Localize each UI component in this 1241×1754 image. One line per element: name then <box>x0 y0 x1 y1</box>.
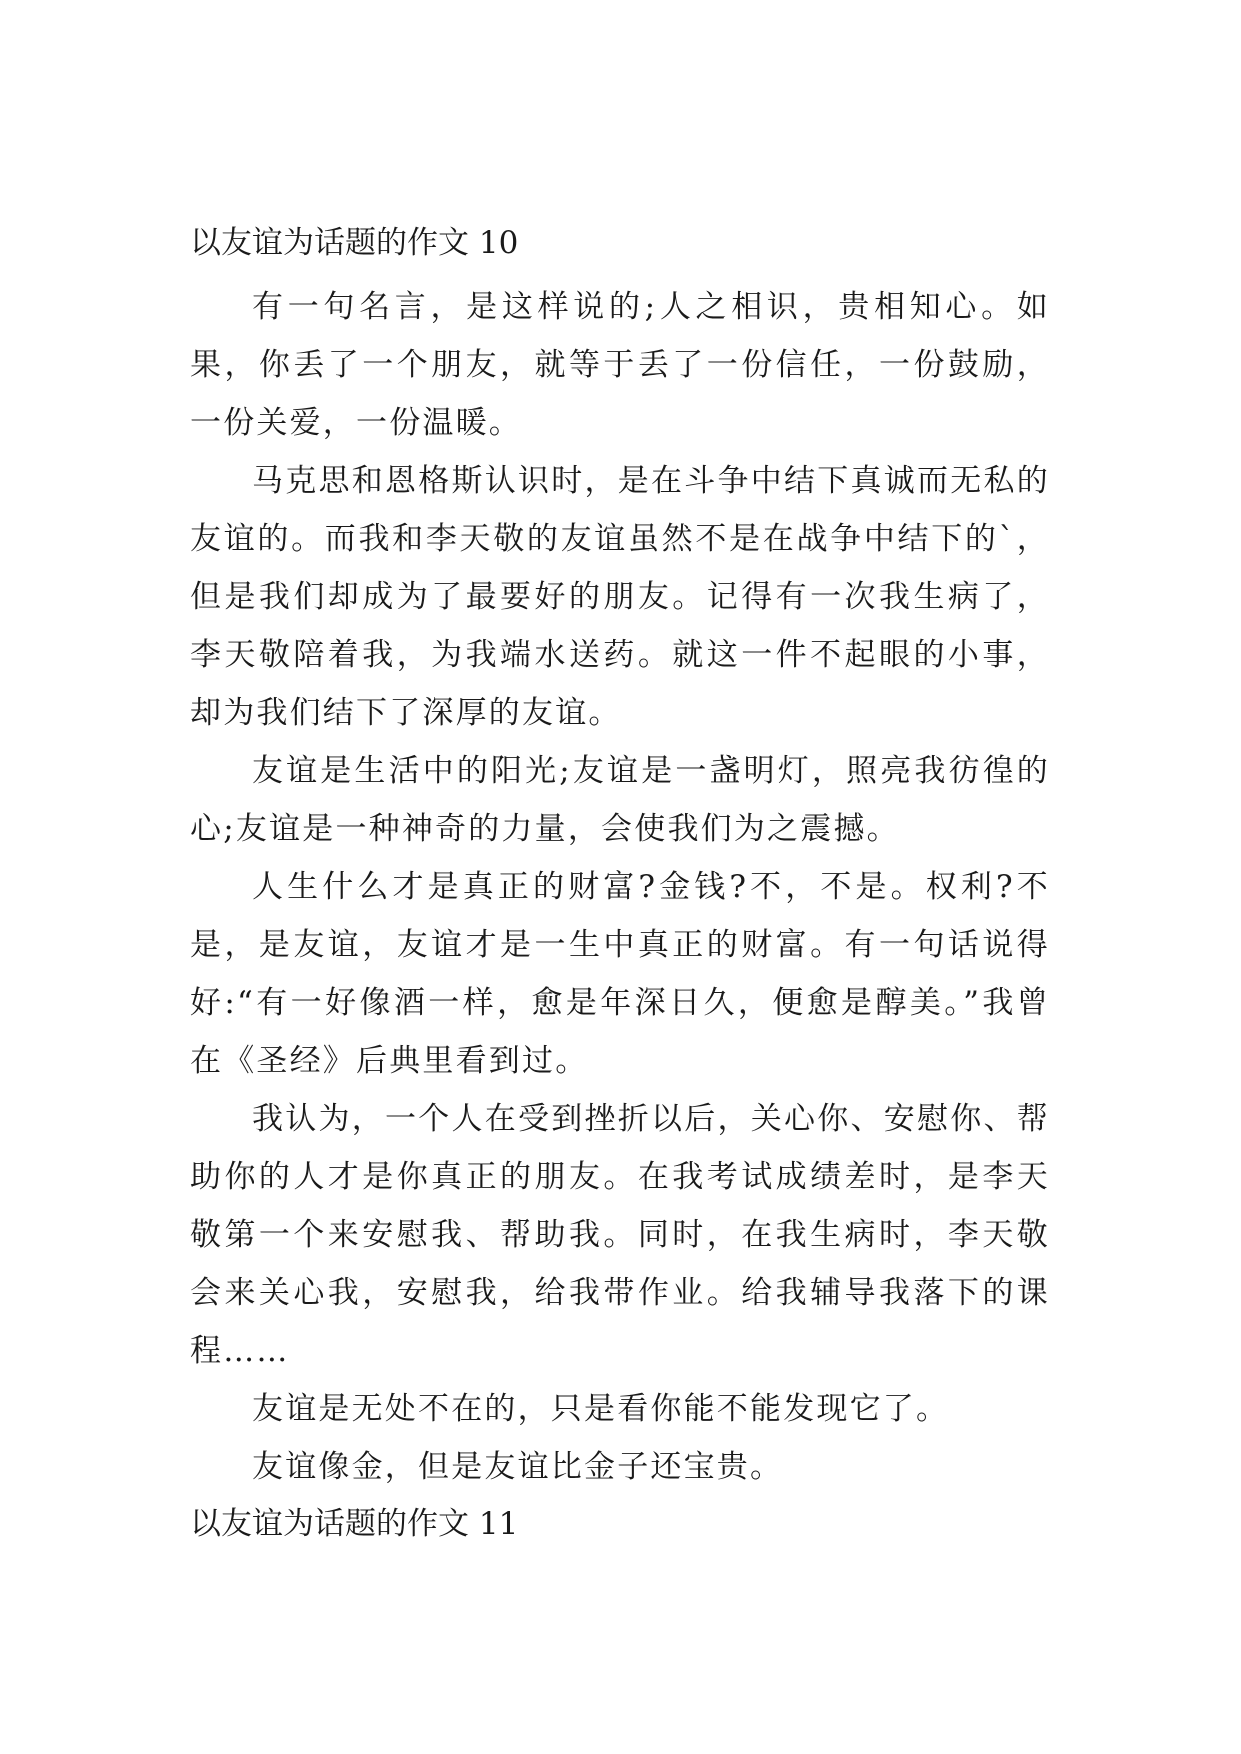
essay-11-title: 以友谊为话题的作文 11 <box>190 1506 519 1542</box>
essay-10-paragraph-6: 友谊是无处不在的，只是看你能不能发现它了。 <box>252 1391 950 1427</box>
essay-10-body <box>190 278 1050 1496</box>
essay-10-paragraph-2: 马克思和恩格斯认识时，是在斗争中结下真诚而无私的友谊的。而我和李天敬的友谊虽然不是在战争中结下的`，但是我们却成为了最要好的朋友。记得有一次我生病了，李天敬陪着我，为我端水送药。就这一件不起眼的小事，却为我们结下了深厚的友谊。 <box>190 463 1050 731</box>
essay-10-paragraph-7: 友谊像金，但是友谊比金子还宝贵。 <box>252 1449 784 1485</box>
essay-10-title: 以友谊为话题的作文 10 <box>190 225 519 261</box>
essay-10-paragraph-5: 我认为，一个人在受到挫折以后，关心你、安慰你、帮助你的人才是你真正的朋友。在我考试成绩差时，是李天敬第一个来安慰我、帮助我。同时，在我生病时，李天敬会来关心我，安慰我，给我带作业。给我辅导我落下的课程…… <box>190 1101 1050 1369</box>
essay-10-paragraph-1: 有一句名言，是这样说的;人之相识，贵相知心。如果，你丢了一个朋友，就等于丢了一份信任，一份鼓励，一份关爱，一份温暖。 <box>190 289 1050 441</box>
essay-10-paragraph-4: 人生什么才是真正的财富?金钱?不，不是。权利?不是，是友谊，友谊才是一生中真正的财富。有一句话说得好:“有一好像酒一样，愈是年深日久，便愈是醇美。”我曾在《圣经》后典里看到过。 <box>190 869 1050 1079</box>
essay-10-paragraph-3: 友谊是生活中的阳光;友谊是一盏明灯，照亮我彷徨的心;友谊是一种神奇的力量，会使我们为之震撼。 <box>190 753 1050 847</box>
